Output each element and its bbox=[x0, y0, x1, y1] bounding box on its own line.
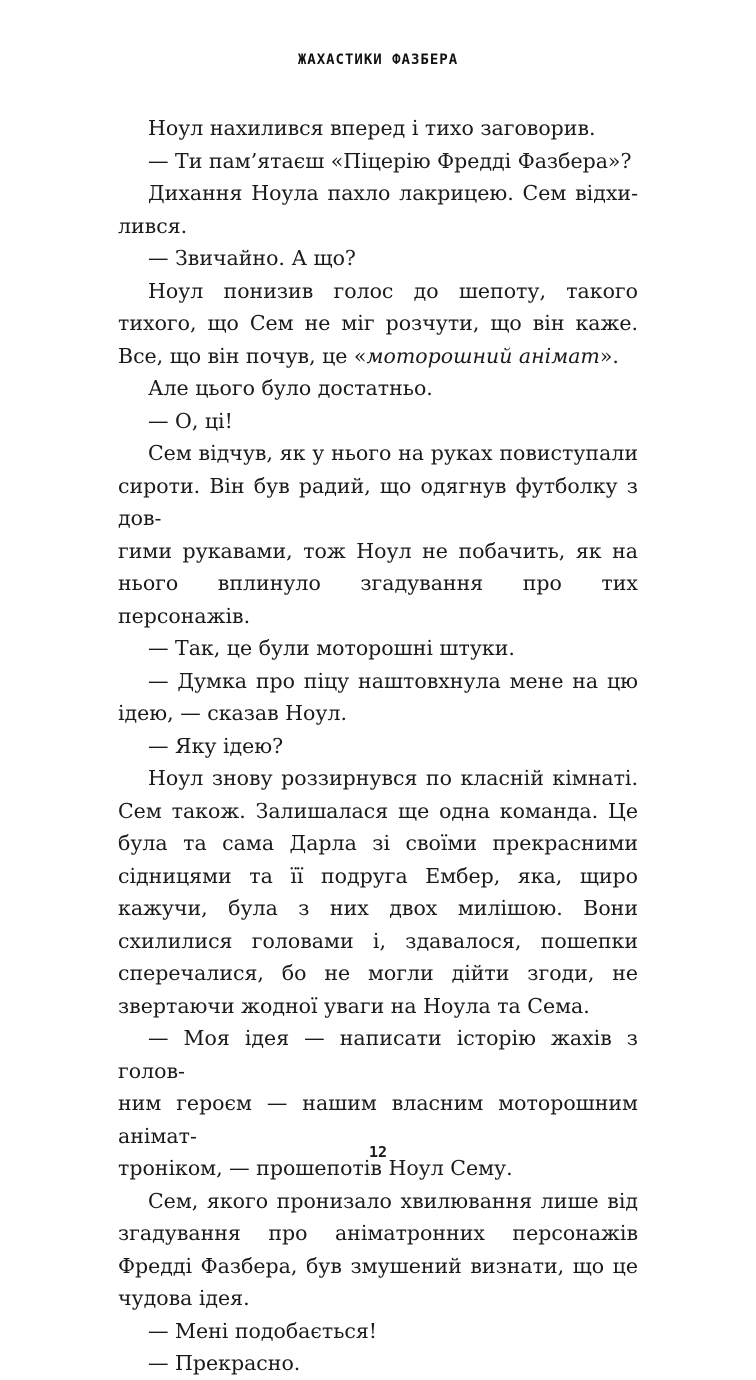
dialogue-line: — Ти пам’ятаєш «Піцерію Фредді Фазбера»? bbox=[148, 148, 632, 173]
dialogue-line: — Звичайно. А що? bbox=[148, 246, 356, 270]
paragraph: Сем, якого пронизало хвилювання лише від згадування про аніматронних персонажів Фредді Фазбера, був змушений визнати, що це чудова ідея. bbox=[118, 1188, 638, 1310]
paragraph bbox=[118, 275, 638, 373]
dialogue-line: — Думка про піцу наштовхнула мене на цю ідею, — сказав Ноул. bbox=[118, 668, 638, 725]
dialogue-line: — Моя ідея — написати історію жахів з голов- bbox=[118, 1026, 638, 1083]
italic-phrase: моторошний анімат bbox=[366, 343, 600, 368]
paragraph-continuation: гими рукавами, тож Ноул не побачить, як на нього вплинуло згадування про тих персонажів. bbox=[118, 538, 638, 628]
paragraph: Сем відчув, як у нього на руках повиступали сироти. Він був радий, що одягнув футболку з дов- bbox=[118, 441, 638, 530]
dialogue-line: — Мені подобається! bbox=[148, 1318, 378, 1343]
running-head: ЖАХАСТИКИ ФАЗБЕРА bbox=[297, 52, 459, 68]
paragraph-continuation: лився. bbox=[118, 213, 188, 238]
paragraph: Ноул знову роззирнувся по класній кімнаті. Сем також. Залишалася ще одна команда. Це була та сама Дарла зі своїми прекрасними сідницями та її подруга Ембер, яка, щиро кажучи, була з них двох милішою. Вони схилилися головами і, здавалося, пошепки сперечалися, бо не могли дійти згоди, не звертаючи жодної уваги на Ноула та Сема. bbox=[118, 766, 638, 1018]
paragraph: Ноул нахилився вперед і тихо заговорив. bbox=[148, 116, 596, 140]
dialogue-line: — Прекрасно. bbox=[148, 1351, 301, 1375]
paragraph-continuation: троніком, — прошепотів Ноул Сему. bbox=[118, 1156, 513, 1180]
paragraph: Але цього було достатньо. bbox=[148, 376, 433, 400]
dialogue-line: — Так, це були моторошні штуки. bbox=[148, 636, 515, 660]
page-number: 12 bbox=[368, 1143, 388, 1161]
paragraph: Дихання Ноула пахло лакрицею. Сем відхи- bbox=[148, 181, 638, 205]
dialogue-line: — О, ці! bbox=[148, 408, 233, 433]
dialogue-line: — Яку ідею? bbox=[148, 733, 284, 758]
paragraph-text: ». bbox=[599, 343, 619, 368]
paragraph-continuation: ним героєм — нашим власним моторошним анімат- bbox=[118, 1091, 638, 1148]
paragraph-text: Ноул понизив голос до шепоту, такого тихого, що Сем не міг розчути, що він каже. Все, що він почув, це « bbox=[118, 278, 638, 368]
body-text bbox=[118, 112, 638, 1380]
